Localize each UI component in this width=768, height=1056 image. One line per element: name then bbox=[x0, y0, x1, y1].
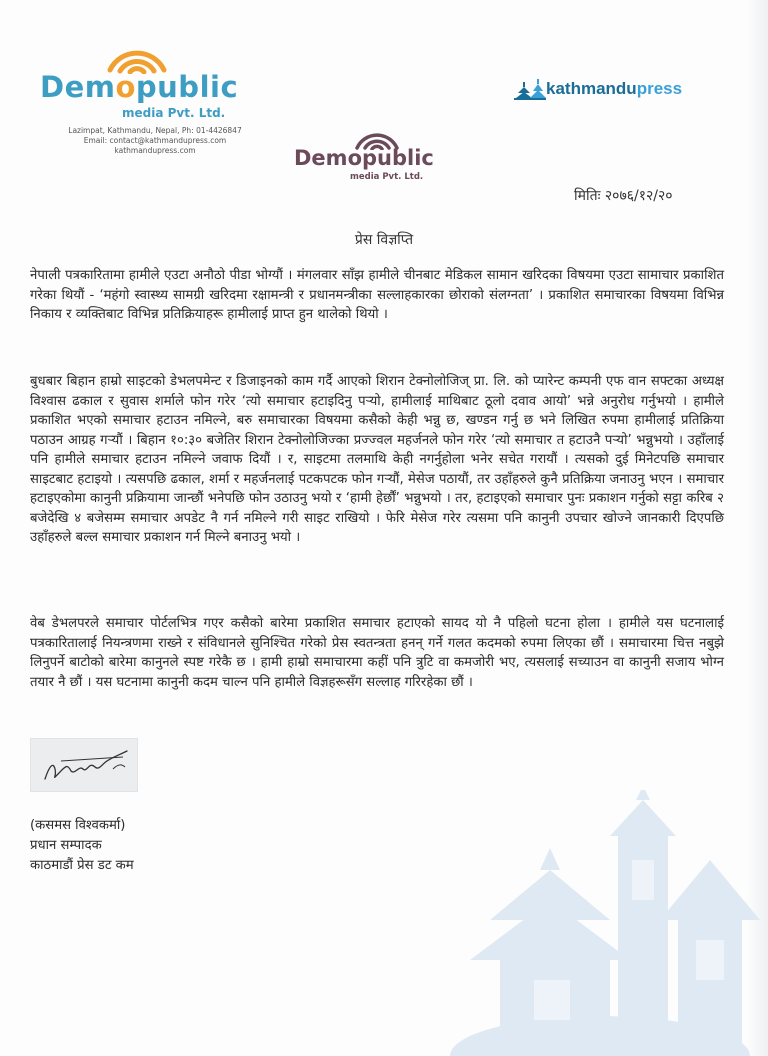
letterhead-brand bbox=[40, 40, 270, 160]
website-line: kathmandupress.com bbox=[114, 146, 196, 155]
brand-address bbox=[50, 126, 260, 156]
center-logo-name-part2: public bbox=[362, 146, 434, 170]
signatory-block bbox=[30, 816, 134, 876]
brand-subtitle: media Pvt. Ltd. bbox=[122, 106, 226, 120]
center-logo-subtitle: media Pvt. Ltd. bbox=[350, 172, 424, 182]
temple-skyline-icon bbox=[514, 78, 546, 100]
center-logo-name bbox=[294, 146, 434, 170]
brand-name-part2: public bbox=[135, 70, 239, 104]
release-date: मितिः २०७६/१२/२० bbox=[574, 188, 673, 204]
email-line: Email: contact@kathmandupress.com bbox=[83, 136, 227, 145]
signatory-title: प्रधान सम्पादक bbox=[30, 838, 102, 853]
signatory-name: (कसमस विश्वकर्मा) bbox=[30, 818, 126, 833]
signatory-organization: काठमाडौं प्रेस डट कम bbox=[30, 858, 134, 873]
broadcast-signal-icon bbox=[102, 40, 172, 74]
document-heading: प्रेस विज्ञप्ति bbox=[354, 232, 414, 248]
paragraph: वेब डेभलपरले समाचार पोर्टलभित्र गएर कसैको बारेमा प्रकाशित समाचार हटाएको सायद यो नै पहिलो घटना होला । हामीले यस घटनालाई पत्रकारितालाई नियन्त्रणमा राख्ने र संविधानले सुनिश्चित गरेको प्रेस स्वतन्त्रता हनन् गर्ने गलत कदमको रुपमा लिएका छौं । समाचारमा चित्त नबुझे लिनुपर्ने बाटोको बारेमा कानुनले स्पष्ट गरेकै छ । हामी हाम्रो समाचारमा कहीं पनि त्रुटि वा कमजोरी भए, त्यसलाई सच्याउन वा कानुनी सजाय भोग्न तयार नै छौं । यस घटनामा कानुनी कदम चाल्न पनि हामीले विज्ञहरूसँग सल्लाह गरिरहेका छौं । bbox=[30, 616, 724, 690]
brand-name-o: o bbox=[115, 70, 136, 104]
temple-watermark-illustration bbox=[440, 790, 768, 1056]
address-line: Lazimpat, Kathmandu, Nepal, Ph: 01-4426847 bbox=[68, 126, 242, 135]
paragraph: नेपाली पत्रकारितामा हामीले एउटा अनौठो पीडा भोग्यौं । मंगलवार साँझ हामीले चीनबाट मेडिकल सामान खरिदका विषयमा एउटा सामाचार प्रकाशित गरेका थियौं - ‘महंगो स्वास्थ्य सामग्री खरिदमा रक्षामन्त्री र प्रधानमन्त्रीका सल्लाहकारका छोराको संलग्नता’ । प्रकाशित समाचारका विषयमा विभिन्न निकाय र व्यक्तिबाट विभिन्न प्रतिक्रियाहरू हामीलाई प्राप्त हुन थालेको थियो । bbox=[30, 268, 724, 322]
brand-name bbox=[40, 70, 238, 104]
partner-name-part1: kathmandu bbox=[546, 79, 637, 98]
partner-name-part2: press bbox=[636, 79, 683, 98]
center-logo-name-part1: Dem bbox=[294, 146, 348, 170]
partner-logo bbox=[514, 78, 682, 106]
center-logo-name-o: o bbox=[347, 146, 362, 170]
paragraph: बुधबार बिहान हाम्रो साइटको डेभलपमेन्ट र डिजाइनको काम गर्दै आएको शिरान टेक्नोलोजिज् प्रा. लि. को प्यारेन्ट कम्पनी एफ वान सफ्टका अध्यक्ष विश्वास ढकाल र सुवास शर्माले फोन गरेर ‘त्यो समाचार हटाइदिनु पऱ्यो, हामीलाई माथिबाट ठूलो दवाव आयो’ भन्ने अनुरोध गर्नुभयो । हामीले प्रकाशित भएको समाचार हटाउन नमिल्ने, बरु समाचारका विषयमा कसैको केही भन्नु छ, खण्डन गर्नु छ भने लिखित रुपमा हामीलाई प्रतिक्रिया पठाउन आग्रह गऱ्यौं । बिहान १०:३० बजेतिर शिरान टेक्नोलोजिज्का प्रज्ज्वल महर्जनले फोन गरेर ‘त्यो समाचार त हटाउनै पऱ्यो’ भन्नुभयो । उहाँलाई पनि हामीले समाचार हटाउन नमिल्ने जवाफ दियौं । र, साइटमा तलमाथि केही नगर्नुहोला भनेर सचेत गरायौं । त्यसको दुई मिनेटपछि समाचार साइटबाट हटाइयो । त्यसपछि ढकाल, शर्मा र महर्जनलाई पटकपटक फोन गऱ्यौं, मेसेज पठायौं, तर उहाँहरुले कुनै प्रतिक्रिया जनाउनु भएन । समाचार हटाइएकोमा कानुनी प्रक्रियामा जान्छौं भनेपछि फोन उठाउनु भयो र ‘हामी हेर्छौं’ भन्नुभयो । तर, हटाइएको समाचार पुनः प्रकाशन गर्नुको सट्टा करिब २ बजेदेखि ४ बजेसम्म समाचार अपडेट नै गर्न नमिल्ने गरी साइट राखियो । फेरि मेसेज गरेर त्यसमा पनि कानुनी उपचार खोज्ने जानकारी दिएपछि उहाँहरुले बल्ल समाचार प्रकाशन गर्न मिल्ने बनाउनु भयो । bbox=[30, 374, 724, 545]
signature bbox=[30, 738, 138, 792]
brand-name-part1: Dem bbox=[40, 70, 116, 104]
handwritten-signature-image bbox=[31, 739, 137, 791]
center-logo bbox=[294, 124, 464, 188]
